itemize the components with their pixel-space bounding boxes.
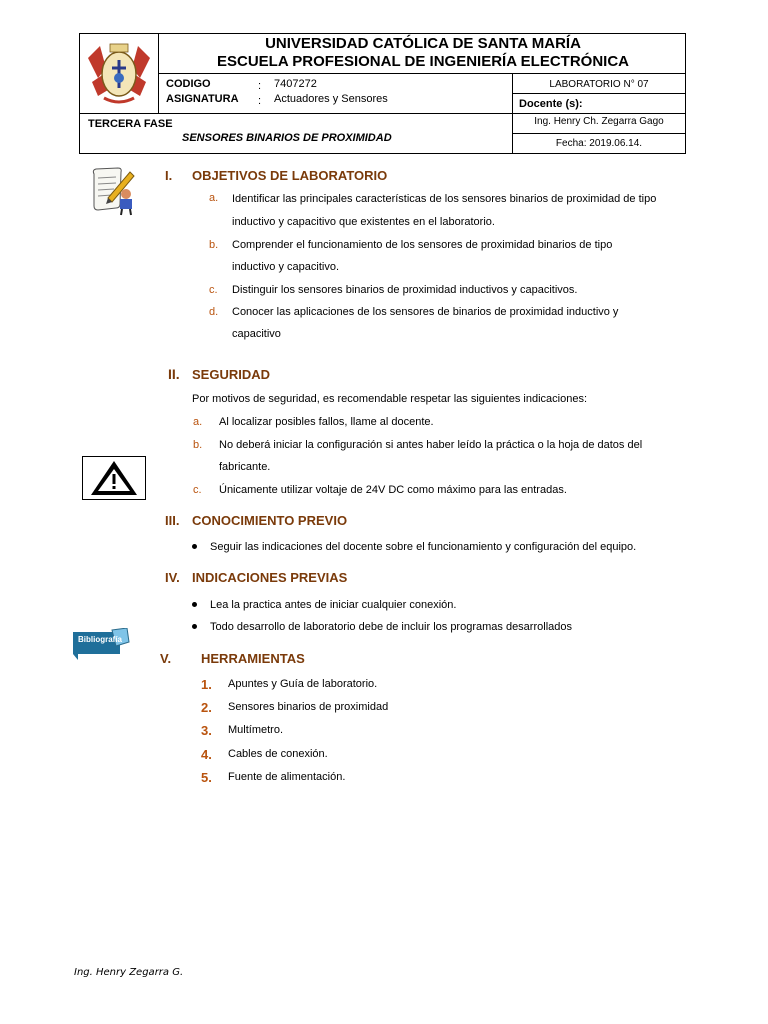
- codigo-label: CODIGO: [166, 78, 211, 90]
- s4-item-1: Lea la practica antes de iniciar cualquier conexión.: [210, 599, 457, 611]
- docente-name: Ing. Henry Ch. Zegarra Gago: [534, 116, 664, 127]
- s1-item-a-letter: a.: [209, 192, 219, 204]
- s2-intro: Por motivos de seguridad, es recomendable respetar las siguientes indicaciones:: [192, 393, 587, 405]
- s4-bullet-2: [192, 624, 197, 629]
- fase-label: TERCERA FASE: [88, 118, 173, 130]
- s5-item-4-text: Cables de conexión.: [228, 748, 328, 760]
- s1-item-d-line1: Conocer las aplicaciones de los sensores de binarios de proximidad inductivo y: [232, 306, 619, 318]
- s5-item-5-number: 5.: [201, 770, 212, 785]
- s2-item-b-letter: b.: [193, 439, 203, 451]
- s2-item-a-line1: Al localizar posibles fallos, llame al docente.: [219, 416, 434, 428]
- s5-item-3-number: 3.: [201, 723, 212, 738]
- s2-item-b-line1: No deberá iniciar la configuración si antes haber leído la práctica o la hoja de datos del: [219, 439, 643, 451]
- s5-item-1-text: Apuntes y Guía de laboratorio.: [228, 678, 378, 690]
- pencil-writing-icon: [88, 164, 140, 216]
- school-name: ESCUELA PROFESIONAL DE INGENIERÍA ELECTRÓNICA: [217, 53, 629, 70]
- section-4-title: INDICACIONES PREVIAS: [192, 570, 348, 585]
- s1-item-b-line1: Comprender el funcionamiento de los sensores de proximidad binarios de tipo: [232, 239, 613, 251]
- section-1-title: OBJETIVOS DE LABORATORIO: [192, 168, 388, 183]
- asignatura-colon: :: [258, 95, 262, 107]
- s5-item-3-text: Multímetro.: [228, 724, 284, 736]
- bibliografia-icon: [72, 628, 130, 662]
- s1-item-a-line2: inductivo y capacitivo que existentes en el laboratorio.: [232, 216, 495, 228]
- section-5-number: V.: [160, 651, 172, 666]
- s5-item-5-text: Fuente de alimentación.: [228, 771, 346, 783]
- fecha: Fecha: 2019.06.14.: [555, 138, 643, 149]
- s1-item-d-line2: capacitivo: [232, 328, 281, 340]
- s1-item-b-letter: b.: [209, 239, 219, 251]
- s4-item-2: Todo desarrollo de laboratorio debe de incluir los programas desarrollados: [210, 621, 572, 633]
- topic-title: SENSORES BINARIOS DE PROXIMIDAD: [182, 132, 392, 144]
- s3-bullet: [192, 544, 197, 549]
- section-4-number: IV.: [165, 570, 180, 585]
- s5-item-2-number: 2.: [201, 700, 212, 715]
- s5-item-2-text: Sensores binarios de proximidad: [228, 701, 389, 713]
- section-3-number: III.: [165, 513, 180, 528]
- asignatura-value: Actuadores y Sensores: [274, 93, 388, 105]
- footer-author: Ing. Henry Zegarra G.: [74, 967, 184, 978]
- lab-number: LABORATORIO N° 07: [549, 79, 649, 90]
- s1-item-c-line1: Distinguir los sensores binarios de proximidad inductivos y capacitivos.: [232, 284, 578, 296]
- section-2-title: SEGURIDAD: [192, 367, 271, 382]
- s2-item-b-line2: fabricante.: [219, 461, 271, 473]
- s5-item-1-number: 1.: [201, 677, 212, 692]
- s2-item-c-letter: c.: [193, 484, 202, 496]
- section-1-number: I.: [165, 168, 173, 183]
- warning-sign-icon: [82, 456, 146, 500]
- university-seal: [84, 38, 154, 108]
- section-2-number: II.: [168, 366, 180, 382]
- s4-bullet-1: [192, 602, 197, 607]
- s1-item-c-letter: c.: [209, 284, 218, 296]
- s2-item-a-letter: a.: [193, 416, 203, 428]
- section-5-title: HERRAMIENTAS: [201, 651, 305, 666]
- codigo-value: 7407272: [274, 78, 317, 90]
- s1-item-a-line1: Identificar las principales características de los sensores binarios de proximidad de tipo: [232, 193, 657, 205]
- bibliografia-label: Bibliografía: [78, 635, 123, 644]
- codigo-colon: :: [258, 80, 262, 92]
- s1-item-d-letter: d.: [209, 306, 219, 318]
- s2-item-c-line1: Únicamente utilizar voltaje de 24V DC como máximo para las entradas.: [219, 484, 567, 496]
- university-name: UNIVERSIDAD CATÓLICA DE SANTA MARÍA: [265, 35, 581, 52]
- s1-item-b-line2: inductivo y capacitivo.: [232, 261, 339, 273]
- s3-item-1: Seguir las indicaciones del docente sobre el funcionamiento y configuración del equipo.: [210, 541, 637, 553]
- section-3-title: CONOCIMIENTO PREVIO: [192, 513, 348, 528]
- docente-label: Docente (s):: [519, 98, 583, 110]
- s5-item-4-number: 4.: [201, 747, 212, 762]
- asignatura-label: ASIGNATURA: [166, 93, 239, 105]
